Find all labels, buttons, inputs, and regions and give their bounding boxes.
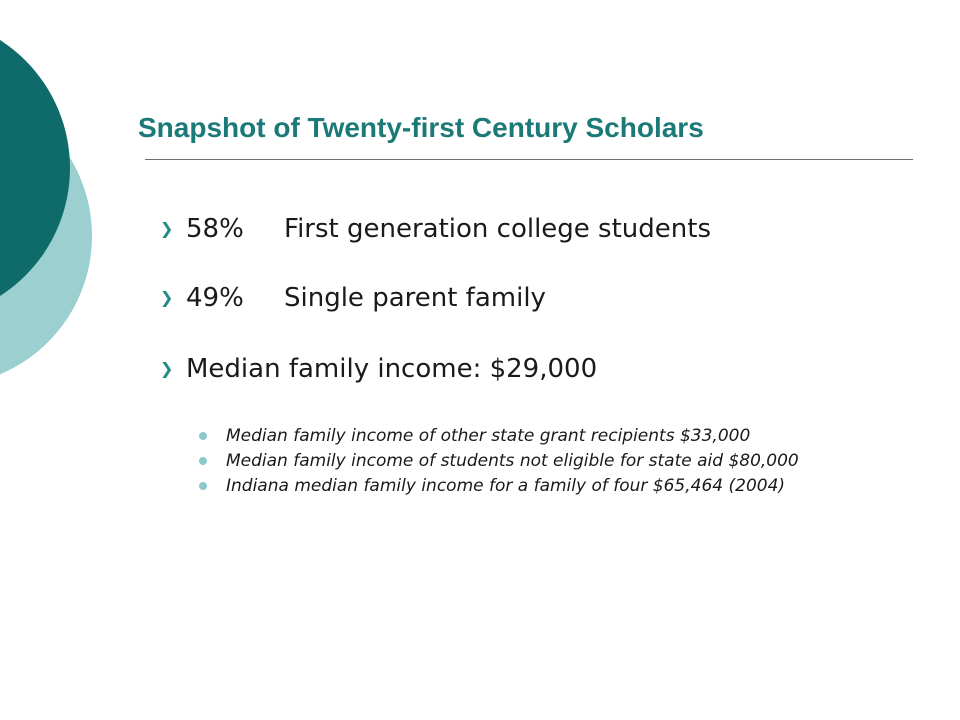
chevron-bullet-icon: ❯	[160, 359, 174, 378]
dot-bullet-icon	[199, 482, 207, 490]
dot-bullet-icon	[199, 432, 207, 440]
slide-title: Snapshot of Twenty-first Century Scholars	[138, 112, 704, 143]
sub-bullet-text: Indiana median family income for a family of four $65,464 (2004)	[226, 476, 786, 496]
chevron-bullet-icon: ❯	[160, 288, 174, 307]
bullet-percent: 49%	[186, 283, 244, 313]
dot-bullet-icon	[199, 457, 207, 465]
bullet-text: Single parent family	[284, 283, 546, 313]
sub-bullet-state-grant	[199, 426, 750, 446]
chevron-bullet-icon: ❯	[160, 219, 174, 238]
title-divider	[145, 159, 913, 160]
bullet-median-income	[160, 354, 597, 384]
bullet-text: First generation college students	[284, 214, 711, 244]
sub-bullet-text: Median family income of students not eligible for state aid $80,000	[226, 451, 799, 471]
sub-bullet-indiana-median	[199, 476, 785, 496]
bullet-text: Median family income: $29,000	[186, 354, 598, 384]
sub-bullet-text: Median family income of other state grant recipients $33,000	[226, 426, 751, 446]
bullet-single-parent	[160, 283, 546, 313]
sub-bullet-not-eligible	[199, 451, 799, 471]
bullet-first-generation	[160, 214, 711, 244]
bullet-percent: 58%	[186, 214, 244, 244]
